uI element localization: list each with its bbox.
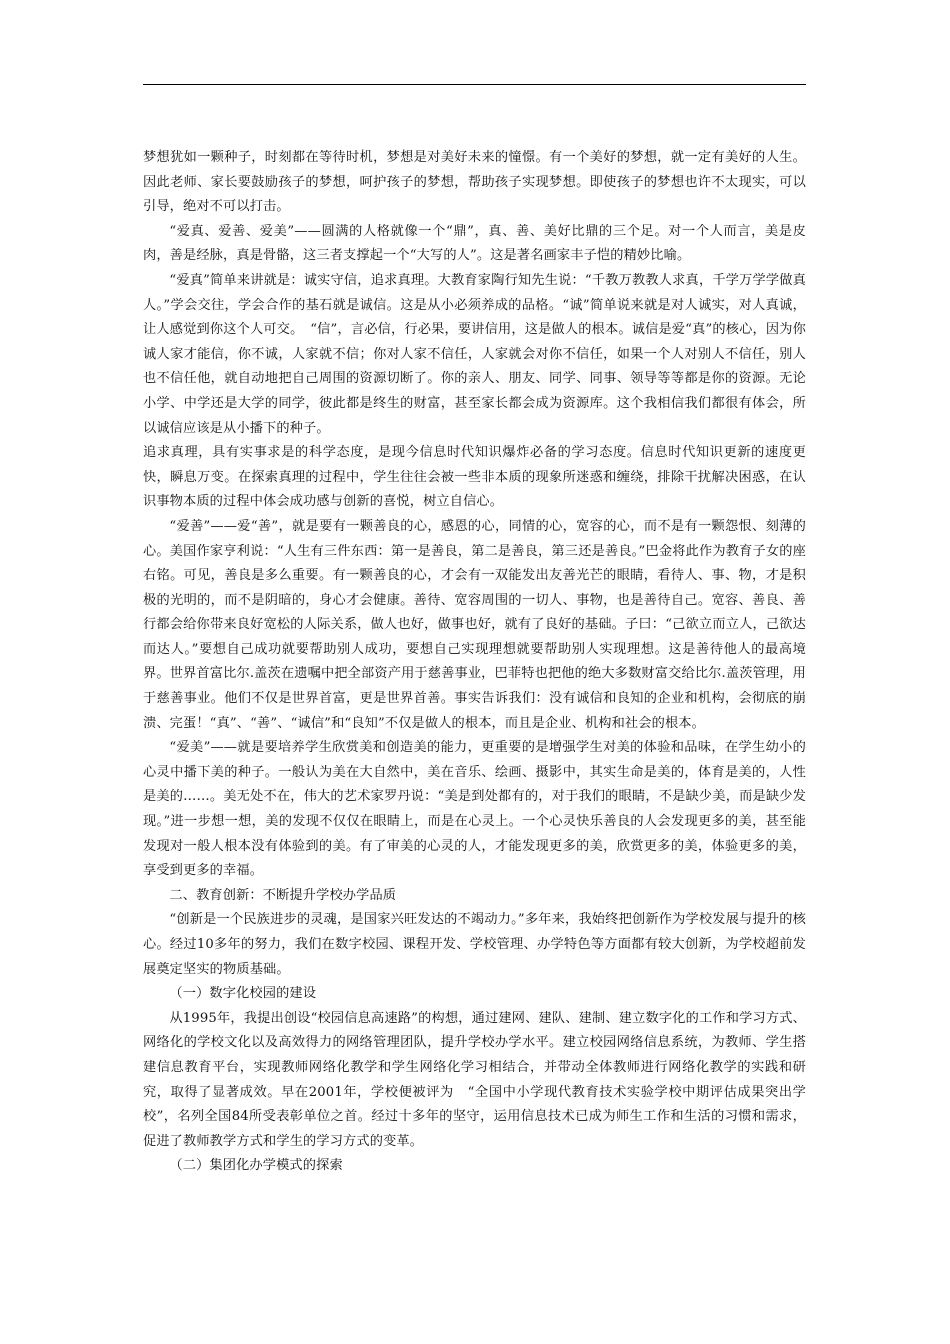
paragraph: （二）集团化办学模式的探索 (169, 1158, 343, 1174)
paragraph: “爱善”——爱“善”，就是要有一颗善良的心，感恩的心，同情的心，宽容的心，而不是有一颗怨恨、刻薄的心。美国作家亨利说：“人生有三件东西：第一是善良，第二是善良，第三还是善良。”巴金将此作为教育子女的座右铭。可见，善良是多么重要。有一颗善良的心，才会有一双能发出友善光芒的眼睛，看待人、事、物，才是积极的光明的，而不是阴暗的，身心才会健康。善待、宽容周围的一切人、事物，也是善待自己。宽容、善良、善行都会给你带来良好宽松的人际关系，做人也好，做事也好，就有了良好的基础。子曰：“己欲立而立人，己欲达而达人。”要想自己成功就要帮助别人成功，要想自己实现理想就要帮助别人实现理想。这是善待他人的最高境界。世界首富比尔.盖茨在遗嘱中把全部资产用于慈善事业，巴菲特也把他的绝大多数财富交给比尔.盖茨管理，用于慈善事业。他们不仅是世界首富，更是世界首善。事实告诉我们：没有诚信和良知的企业和机构，会彻底的崩溃、完蛋！“真”、“善”、“诚信”和“良知”不仅是做人的根本，而且是企业、机构和社会的根本。 (143, 518, 806, 731)
document-body (143, 146, 806, 1179)
paragraph: 从1995年，我提出创设“校园信息高速路”的构想，通过建网、建队、建制、建立数字化的工作和学习方式、网络化的学校文化以及高效得力的网络管理团队，提升学校办学水平。建立校园网络信息系统，为教师、学生搭建信息教育平台，实现教师网络化教学和学生网络化学习相结合，并带动全体教师进行网络化教学的实践和研究，取得了显著成效。早在2001年，学校便被评为 “全国中小学现代教育技术实验学校中期评估成果突出学校”，名列全国84所受表彰单位之首。经过十多年的坚守，运用信息技术已成为师生工作和生活的习惯和需求，促进了教师教学方式和学生的学习方式的变革。 (143, 1010, 806, 1149)
paragraph: “爱真、爱善、爱美”——圆满的人格就像一个“鼎”，真、善、美好比鼎的三个足。对一个人而言，美是皮肉，善是经脉，真是骨骼，这三者支撑起一个“大写的人”。这是著名画家丰子恺的精妙比喻。 (143, 223, 806, 264)
paragraph: “创新是一个民族进步的灵魂，是国家兴旺发达的不竭动力。”多年来，我始终把创新作为学校发展与提升的核心。经过10多年的努力，我们在数字校园、课程开发、学校管理、办学特色等方面都有较大创新，为学校超前发展奠定坚实的物质基础。 (143, 912, 806, 977)
paragraph: 二、教育创新：不断提升学校办学品质 (169, 887, 397, 903)
paragraph: 梦想犹如一颗种子，时刻都在等待时机，梦想是对美好未来的憧憬。有一个美好的梦想，就一定有美好的人生。因此老师、家长要鼓励孩子的梦想，呵护孩子的梦想，帮助孩子实现梦想。即使孩子的梦想也许不太现实，可以引导，绝对不可以打击。 (143, 150, 806, 215)
paragraph: “爱美”——就是要培养学生欣赏美和创造美的能力，更重要的是增强学生对美的体验和品味，在学生幼小的心灵中播下美的种子。一般认为美在大自然中，美在音乐、绘画、摄影中，其实生命是美的，体育是美的，人性是美的……。美无处不在，伟大的艺术家罗丹说：“美是到处都有的，对于我们的眼睛，不是缺少美，而是缺少发现。”进一步想一想，美的发现不仅仅在眼睛上，而是在心灵上。一个心灵快乐善良的人会发现更多的美，甚至能发现对一般人根本没有体验到的美。有了审美的心灵的人，才能发现更多的美，欣赏更多的美，体验更多的美，享受到更多的幸福。 (143, 740, 806, 879)
paragraph: 追求真理，具有实事求是的科学态度，是现今信息时代知识爆炸必备的学习态度。信息时代知识更新的速度更快，瞬息万变。在探索真理的过程中，学生往往会被一些非本质的现象所迷惑和缠绕，排除干扰解决困惑，在认识事物本质的过程中体会成功感与创新的喜悦，树立自信心。 (143, 445, 806, 510)
paragraph: “爱真”简单来讲就是：诚实守信，追求真理。大教育家陶行知先生说：“千教万教教人求真，千学万学学做真人。”学会交往，学会合作的基石就是诚信。这是从小必须养成的品格。“诚”简单说来就是对人诚实，对人真诚，让人感觉到你这个人可交。 “信”，言必信，行必果，要讲信用，这是做人的根本。诚信是爱“真”的核心，因为你诚人家才能信，你不诚，人家就不信；你对人家不信任，人家就会对你不信任，如果一个人对别人不信任，别人也不信任他，就自动地把自己周围的资源切断了。你的亲人、朋友、同学、同事、领导等等都是你的资源。无论小学、中学还是大学的同学，彼此都是终生的财富，甚至家长都会成为资源库。这个我相信我们都很有体会，所以诚信应该是从小播下的种子。 (143, 272, 806, 436)
paragraph: （一）数字化校园的建设 (169, 986, 317, 1002)
header-rule (143, 84, 806, 85)
